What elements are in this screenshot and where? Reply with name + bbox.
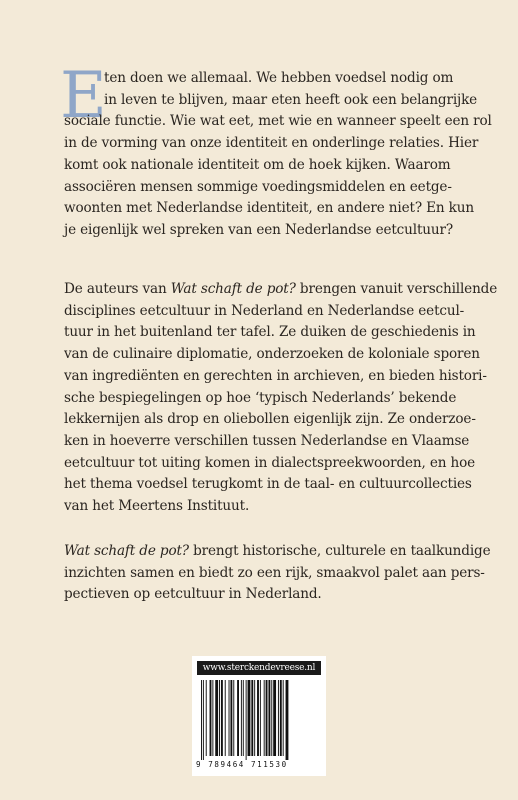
barcode-icon [199, 680, 319, 760]
text-line: associëren mensen sommige voedingsmiddelen en eetge- [64, 178, 452, 195]
text-line: pectieven op eetcultuur in Nederland. [64, 586, 322, 603]
text-line: ken in hoeverre verschillen tussen Nederlandse en Vlaamse [64, 432, 470, 449]
text-line [64, 541, 491, 563]
text-line: lekkernijen als drop en oliebollen eigenlijk zijn. Ze onderzoe- [64, 411, 476, 428]
book-title-italic: Wat schaft de pot? [170, 281, 296, 297]
blurb-paragraph-3 [64, 541, 491, 606]
intro-text: De auteurs van [64, 281, 171, 297]
text-line: in de vorming van onze identiteit en onderlinge relaties. Hier [64, 135, 479, 152]
text-line: ten doen we allemaal. We hebben voedsel nodig om [104, 70, 454, 86]
isbn-number: 9 789464 711530 [196, 760, 288, 769]
text-line: van de culinaire diplomatie, onderzoeken de koloniale sporen [64, 346, 480, 363]
text-line: van ingrediënten en gerechten in archieven, en bieden histori- [64, 367, 487, 384]
text-line [64, 279, 498, 301]
text-line: komt ook nationale identiteit om de hoek kijken. Waarom [64, 156, 451, 173]
drop-cap-letter: E [60, 59, 107, 133]
text-fragment: brengt historische, culturele en taalkundige [188, 543, 491, 559]
text-line: eetcultuur tot uiting komen in dialectspreekwoorden, en hoe [64, 454, 476, 471]
blurb-paragraph-2 [64, 279, 498, 518]
text-line: het thema voedsel terugkomt in de taal- en cultuurcollecties [64, 476, 472, 493]
text-line: je eigenlijk wel spreken van een Nederlandse eetcultuur? [64, 221, 453, 238]
text-line: tuur in het buitenland ter tafel. Ze duiken de geschiedenis in [64, 324, 476, 341]
book-title-italic: Wat schaft de pot? [64, 543, 189, 559]
text-line: woonten met Nederlandse identiteit, en andere niet? En kun [64, 200, 474, 217]
publisher-url: www.sterckendevreese.nl [197, 661, 321, 675]
text-line: sche bespiegelingen op hoe ‘typisch Nederlands’ bekende [64, 389, 457, 406]
text-line: in leven te blijven, maar eten heeft ook een belangrijke [104, 91, 478, 108]
blurb-paragraph-1 [64, 68, 492, 242]
text-line: sociale functie. Wie wat eet, met wie en wanneer speelt een rol [64, 113, 492, 130]
text-fragment: brengen vanuit verschillende [295, 281, 498, 297]
text-line: inzichten samen en biedt zo een rijk, smaakvol palet aan pers- [64, 564, 485, 581]
text-line: van het Meertens Instituut. [64, 498, 250, 515]
text-line: disciplines eetcultuur in Nederland en Nederlandse eetcul- [64, 302, 465, 319]
